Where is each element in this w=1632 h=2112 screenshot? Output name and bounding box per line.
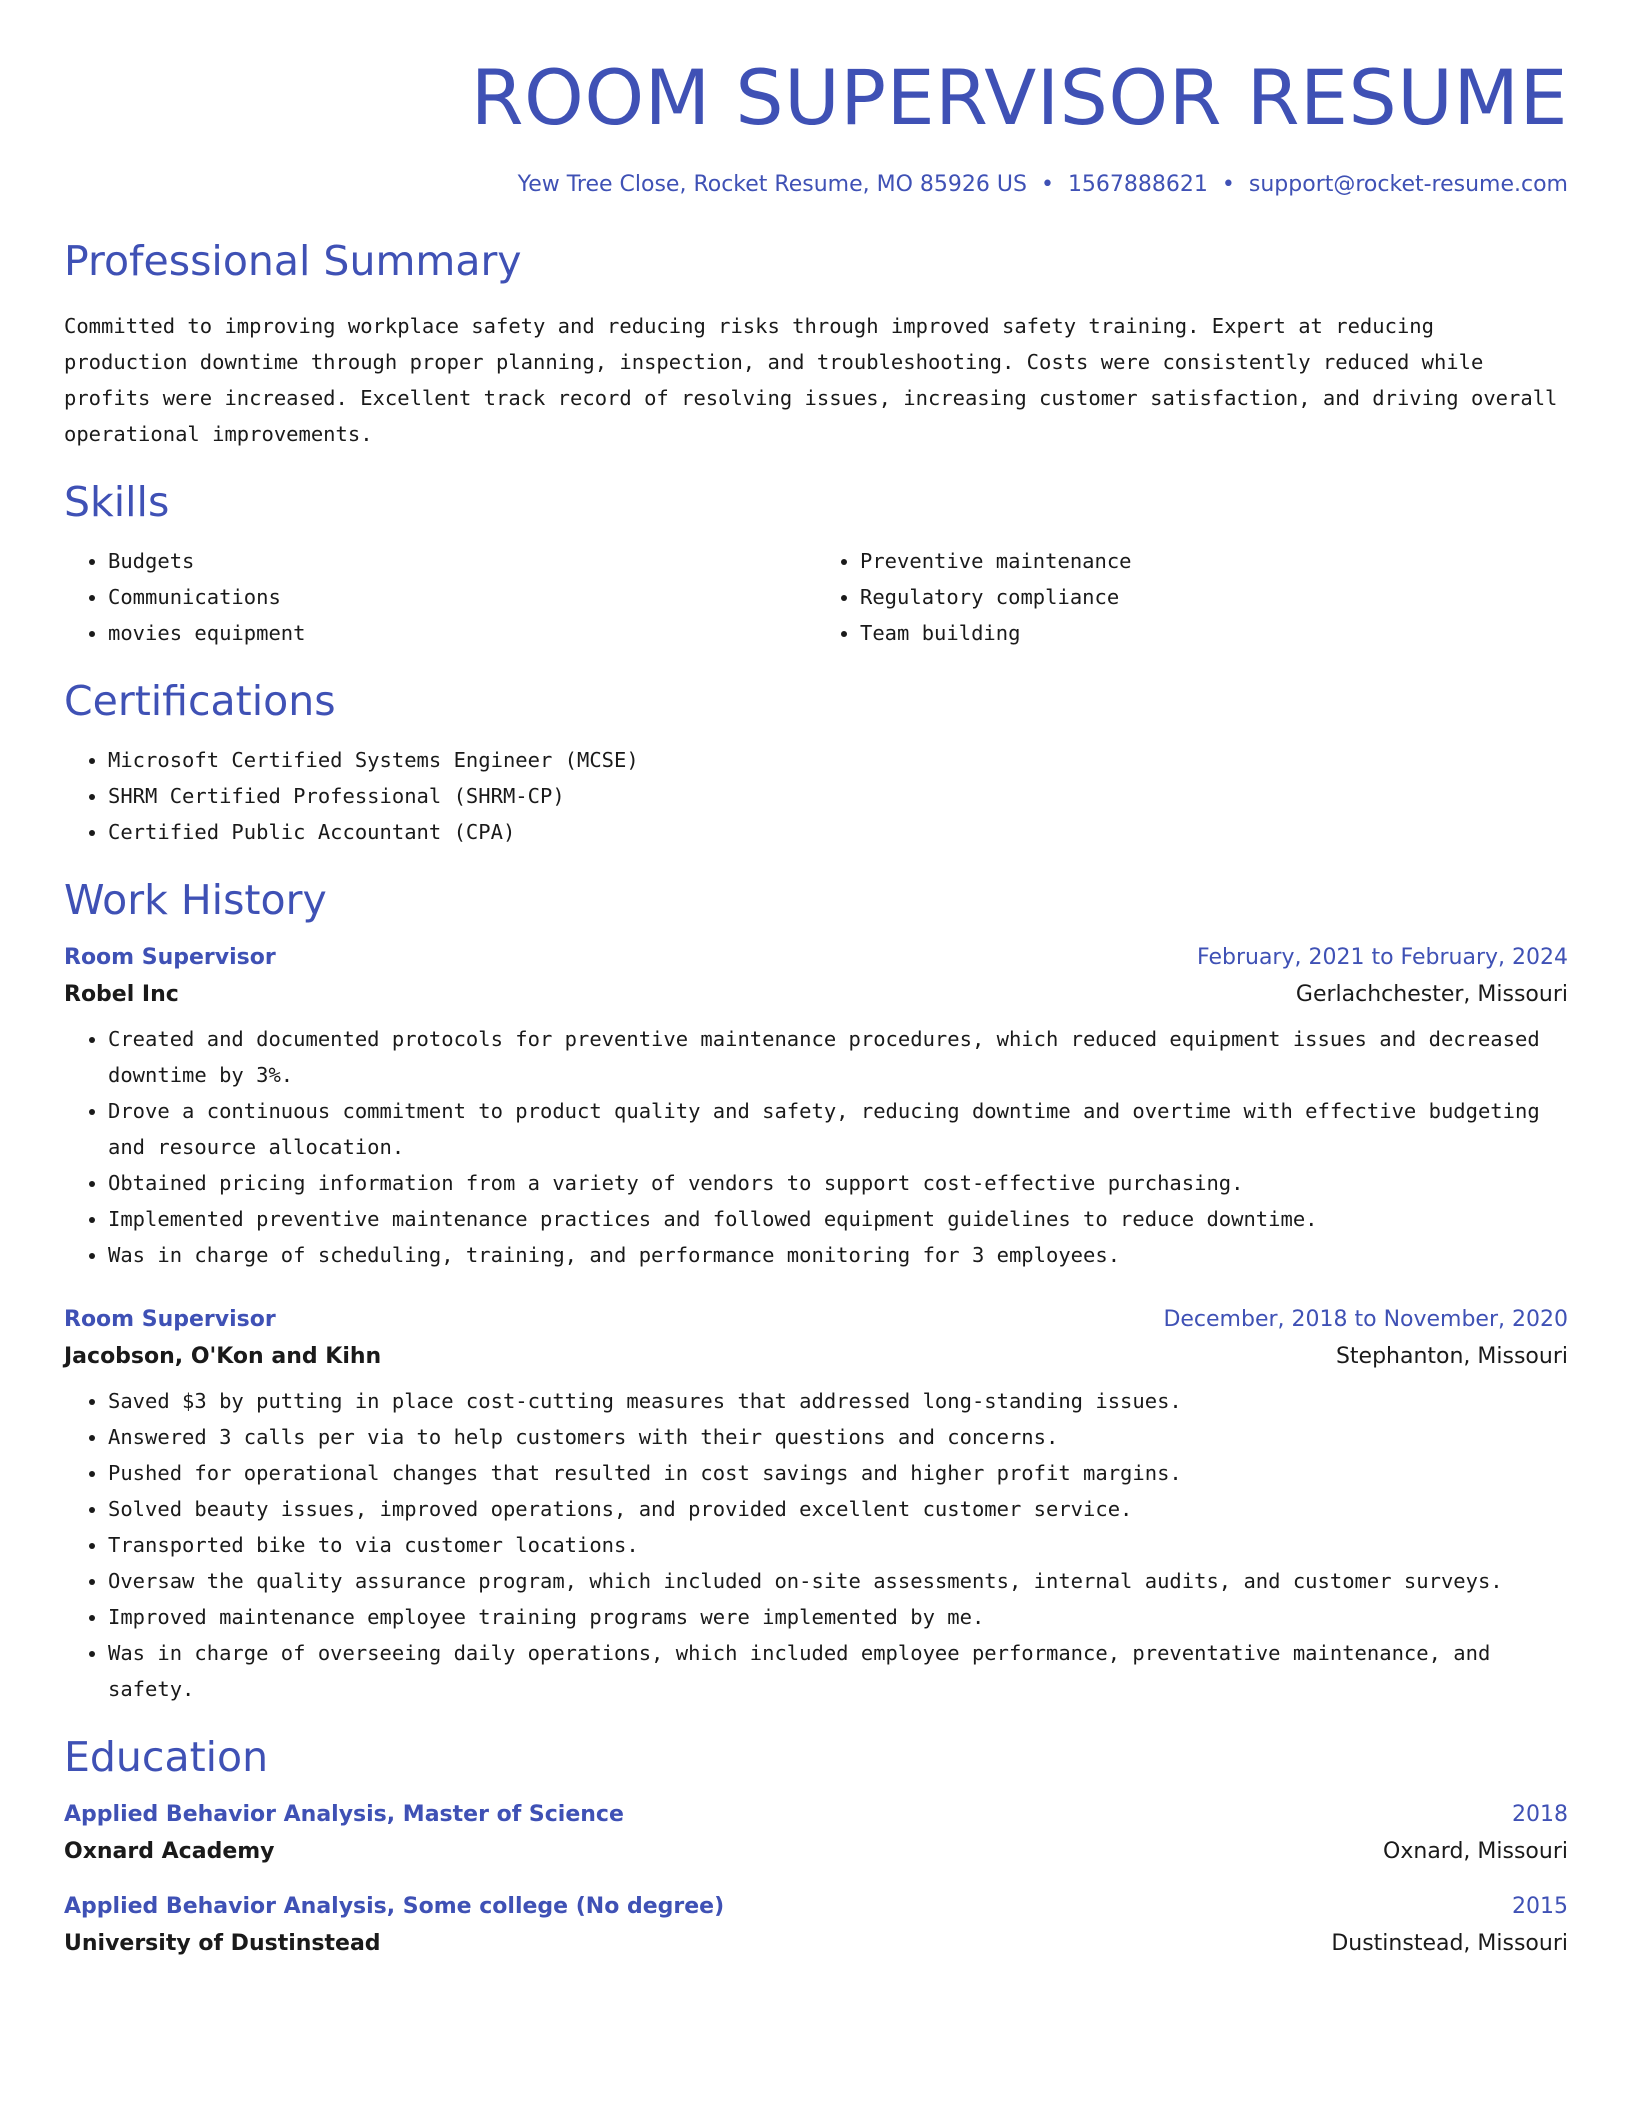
- skills-grid: [64, 525, 1568, 651]
- job-bullets: [64, 1383, 1568, 1707]
- skill-item: • Communications: [108, 579, 816, 615]
- certification-item: • Certified Public Accountant (CPA): [108, 814, 1568, 850]
- job-bullet: • Transported bike to via customer locations.: [108, 1527, 1568, 1563]
- job-entry: [64, 945, 1568, 1273]
- job-bullet: • Drove a continuous commitment to product quality and safety, reducing downtime and overtime with effective budgeting and resource allocation.: [108, 1093, 1568, 1165]
- certifications-heading: Certifications: [64, 677, 336, 726]
- education-year: 2015: [1512, 1894, 1568, 1920]
- skills-list-left: [64, 543, 816, 651]
- certifications-list: [64, 742, 1568, 850]
- job-location: Gerlachchester, Missouri: [1295, 982, 1568, 1008]
- job-bullet: • Implemented preventive maintenance practices and followed equipment guidelines to reduce downtime.: [108, 1201, 1568, 1237]
- contact-line: [64, 172, 1568, 197]
- education-degree-row: [64, 1894, 1568, 1919]
- job-bullet: • Saved $3 by putting in place cost-cutting measures that addressed long-standing issues.: [108, 1383, 1568, 1419]
- job-bullet: • Created and documented protocols for preventive maintenance procedures, which reduced equipment issues and decreased downtime by 3%.: [108, 1021, 1568, 1093]
- education-entry: [64, 1802, 1568, 1864]
- skill-item: • movies equipment: [108, 615, 816, 651]
- work-history-heading: Work History: [64, 876, 327, 925]
- education-heading: Education: [64, 1733, 269, 1782]
- education-section: [64, 1735, 1568, 1956]
- contact-separator: •: [1221, 172, 1235, 197]
- education-degree-row: [64, 1802, 1568, 1827]
- skill-item: • Preventive maintenance: [860, 543, 1568, 579]
- job-company-row: [64, 1344, 1568, 1369]
- job-title: Room Supervisor: [64, 945, 276, 971]
- job-bullet: • Was in charge of overseeing daily operations, which included employee performance, preventative maintenance, and safety.: [108, 1635, 1568, 1707]
- job-header-row: [64, 945, 1568, 970]
- education-degree: Applied Behavior Analysis, Some college (No degree): [64, 1894, 725, 1920]
- skill-item: • Budgets: [108, 543, 816, 579]
- job-bullet: • Solved beauty issues, improved operations, and provided excellent customer service.: [108, 1491, 1568, 1527]
- education-school: University of Dustinstead: [64, 1931, 381, 1957]
- certifications-section: [64, 679, 1568, 850]
- skill-item: • Regulatory compliance: [860, 579, 1568, 615]
- certification-item: • SHRM Certified Professional (SHRM-CP): [108, 778, 1568, 814]
- job-company: Robel Inc: [64, 982, 179, 1008]
- work-history-section: [64, 878, 1568, 1707]
- education-school-row: [64, 1931, 1568, 1956]
- job-bullet: • Pushed for operational changes that resulted in cost savings and higher profit margins.: [108, 1455, 1568, 1491]
- job-bullet: • Oversaw the quality assurance program, which included on-site assessments, internal audits, and customer surveys.: [108, 1563, 1568, 1599]
- job-dates: February, 2021 to February, 2024: [1197, 945, 1568, 971]
- job-bullet: • Improved maintenance employee training programs were implemented by me.: [108, 1599, 1568, 1635]
- job-bullets: [64, 1021, 1568, 1273]
- summary-text: Committed to improving workplace safety and reducing risks through improved safety training. Expert at reducing production downtime through proper planning, inspection, and troubleshooting. Costs were consistently reduced while profits were increased. Excellent track record of resolving issues, increasing customer satisfaction, and driving overall operational improvements.: [64, 314, 1558, 447]
- education-year: 2018: [1512, 1802, 1568, 1828]
- job-title: Room Supervisor: [64, 1307, 276, 1333]
- contact-email: support@rocket-resume.com: [1248, 172, 1568, 197]
- job-company-row: [64, 982, 1568, 1007]
- job-location: Stephanton, Missouri: [1335, 1344, 1568, 1370]
- skill-item: • Team building: [860, 615, 1568, 651]
- job-bullet: • Obtained pricing information from a variety of vendors to support cost-effective purchasing.: [108, 1165, 1568, 1201]
- contact-separator: •: [1040, 172, 1054, 197]
- certification-item: • Microsoft Certified Systems Engineer (MCSE): [108, 742, 1568, 778]
- job-header-row: [64, 1307, 1568, 1332]
- education-location: Dustinstead, Missouri: [1331, 1931, 1568, 1957]
- education-degree: Applied Behavior Analysis, Master of Science: [64, 1802, 624, 1828]
- education-school-row: [64, 1839, 1568, 1864]
- contact-address: Yew Tree Close, Rocket Resume, MO 85926 US: [517, 172, 1027, 197]
- job-dates: December, 2018 to November, 2020: [1163, 1307, 1568, 1333]
- education-school: Oxnard Academy: [64, 1839, 275, 1865]
- contact-phone: 1567888621: [1067, 172, 1208, 197]
- job-bullet: • Answered 3 calls per via to help customers with their questions and concerns.: [108, 1419, 1568, 1455]
- job-company: Jacobson, O'Kon and Kihn: [64, 1344, 382, 1370]
- skills-section: [64, 480, 1568, 651]
- job-bullet: • Was in charge of scheduling, training, and performance monitoring for 3 employees.: [108, 1237, 1568, 1273]
- education-entry: [64, 1894, 1568, 1956]
- resume-title: ROOM SUPERVISOR RESUME: [470, 53, 1568, 142]
- skills-heading: Skills: [64, 478, 170, 527]
- education-location: Oxnard, Missouri: [1383, 1839, 1568, 1865]
- skills-list-right: [816, 543, 1568, 651]
- job-entry: [64, 1307, 1568, 1707]
- summary-heading: Professional Summary: [64, 237, 522, 285]
- summary-section: [64, 239, 1568, 452]
